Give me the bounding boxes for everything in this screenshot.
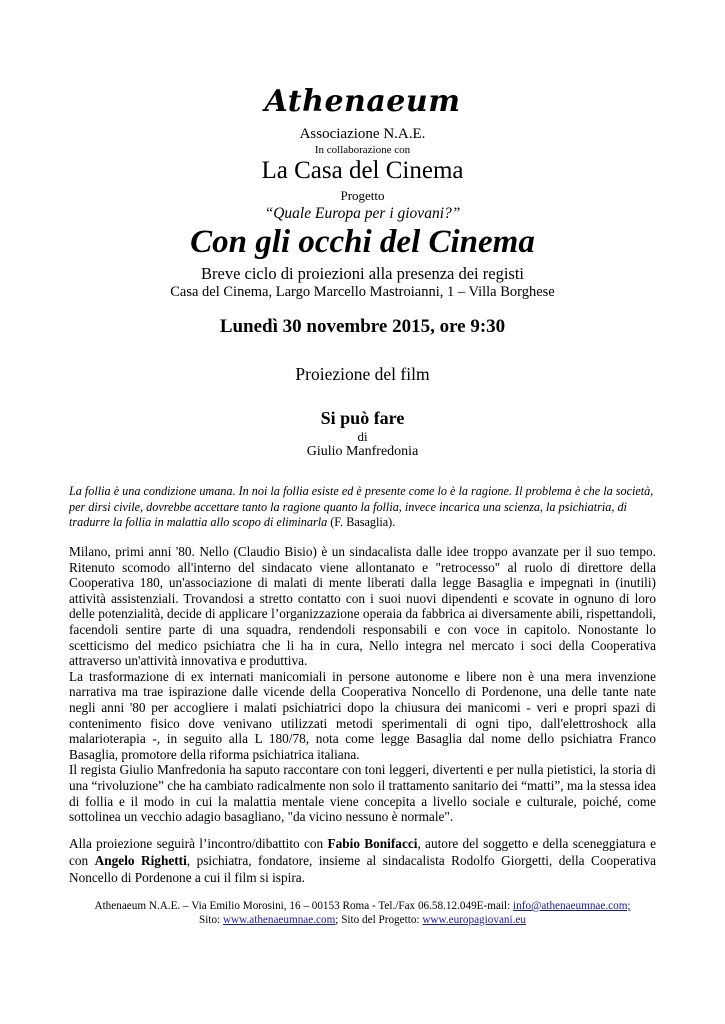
synopsis-paragraph-3: Il regista Giulio Manfredonia ha saputo raccontare con toni leggeri, divertenti e per nulla pietistici, la storia di una “rivoluzione” che ha cambiato radicalmente non solo il trattamento sanitario dei “matti”, ma la stessa idea di follia e il modo in cui la malattia mentale viene concepita a livello sociale e culturale, poiché, come sottolinea un vecchio adagio basagliano, "da vicino nessuno è normale". bbox=[69, 762, 656, 825]
film-director: Giulio Manfredonia bbox=[306, 444, 419, 459]
project-name: “Quale Europa per i giovani?” bbox=[264, 205, 461, 222]
collaboration-label: In collaborazione con bbox=[314, 144, 411, 156]
guest-role-2: , psichiatra, fondatore, insieme al sindacalista Rodolfo Giorgetti, della Cooperativa Noncello di Pordenone a cui il film si ispira. bbox=[69, 853, 656, 885]
event-title: Con gli occhi del Cinema bbox=[190, 224, 535, 260]
guest-name-1: Fabio Bonifacci bbox=[327, 836, 418, 851]
footer bbox=[0, 899, 725, 927]
guest-name-2: Angelo Righetti bbox=[94, 853, 187, 868]
event-venue: Casa del Cinema, Largo Marcello Mastroianni, 1 – Villa Borghese bbox=[170, 284, 555, 300]
film-title: Si può fare bbox=[320, 408, 405, 428]
footer-line-1 bbox=[0, 899, 725, 913]
footer-line-2 bbox=[0, 913, 725, 927]
synopsis-paragraph-2: La trasformazione di ex internati manicomiali in persone autonome e libere non è una mera invenzione narrativa ma trae ispirazione dalle vicende della Cooperativa Noncello di Pordenone, una delle tante nate negli anni '80 per accogliere i malati psichiatrici dopo la chiusura dei manicomi - veri e propri spazi di contenimento fisico dove venivano utilizzati metodi sperimentali di ogni tipo, dall'elettroshock alla malarioterapia -, in seguito alla L 180/78, nota come legge Basaglia dal nome dello psichiatra Franco Basaglia, promotore della riforma psichiatrica italiana. bbox=[69, 668, 656, 762]
project-site-label: ; Sito del Progetto: bbox=[335, 914, 423, 926]
project-website-link[interactable]: www.europagiovani.eu bbox=[422, 914, 526, 926]
email-link[interactable]: info@athenaeumnae.com; bbox=[513, 900, 631, 912]
debate-announcement bbox=[69, 835, 656, 886]
partner-name: La Casa del Cinema bbox=[261, 157, 464, 184]
event-date: Lunedì 30 novembre 2015, ore 9:30 bbox=[219, 316, 506, 337]
footer-address: Athenaeum N.A.E. – Via Emilio Morosini, 16 – 00153 Roma - Tel./Fax 06.58.12.049E-mail: bbox=[94, 900, 514, 912]
synopsis-paragraph-1: Milano, primi anni '80. Nello (Claudio Bisio) è un sindacalista dalle idee troppo avanzate per il suo tempo. Ritenuto scomodo all'interno del sindacato viene allontanato e "retrocesso" al ruolo di direttore della Cooperativa 180, un'associazione di malati di mente liberati dalla legge Basaglia e impegnati in (inutili) attività assistenziali. Trovandosi a stretto contatto con i suoi nuovi dipendenti e scovate in ognuno di loro delle potenzialità, decide di applicare l’organizzazione operaia da fabbrica ai diversamente abili, rispettandoli, facendoli sentire parte di una squadra, rendendoli responsabili e con voce in capitolo. Nonostante lo scetticismo del medico psichiatra che li ha in cura, Nello integra nel mercato i soci della Cooperativa attraverso un'attività innovativa e produttiva. bbox=[69, 544, 656, 669]
project-label: Progetto bbox=[340, 188, 385, 203]
guest-role-1: , autore del soggetto e della sceneggiatura e con bbox=[69, 836, 657, 868]
event-subtitle: Breve ciclo di proiezioni alla presenza dei registi bbox=[201, 264, 524, 283]
brand-logo-text: Athenaeum bbox=[264, 84, 461, 119]
screening-label: Proiezione del film bbox=[295, 364, 430, 384]
film-synopsis bbox=[69, 544, 656, 825]
association-name: Associazione N.A.E. bbox=[299, 126, 426, 142]
site-label: Sito: bbox=[199, 914, 223, 926]
basaglia-quote bbox=[69, 484, 654, 531]
quote-text: La follia è una condizione umana. In noi la follia esiste ed è presente come lo è la ragione. Il problema è che la società, per dirsi civile, dovrebbe accettare tanto la ragione quanto la follia, invece incarica una scienza, la psichiatria, di tradurre la follia in malattia allo scopo di eliminarla bbox=[69, 484, 654, 529]
by-label: di bbox=[357, 429, 368, 444]
debate-intro: Alla proiezione seguirà l’incontro/dibattito con bbox=[69, 836, 328, 851]
website-link[interactable]: www.athenaeumnae.com bbox=[222, 914, 336, 926]
quote-author: (F. Basaglia). bbox=[327, 515, 396, 529]
